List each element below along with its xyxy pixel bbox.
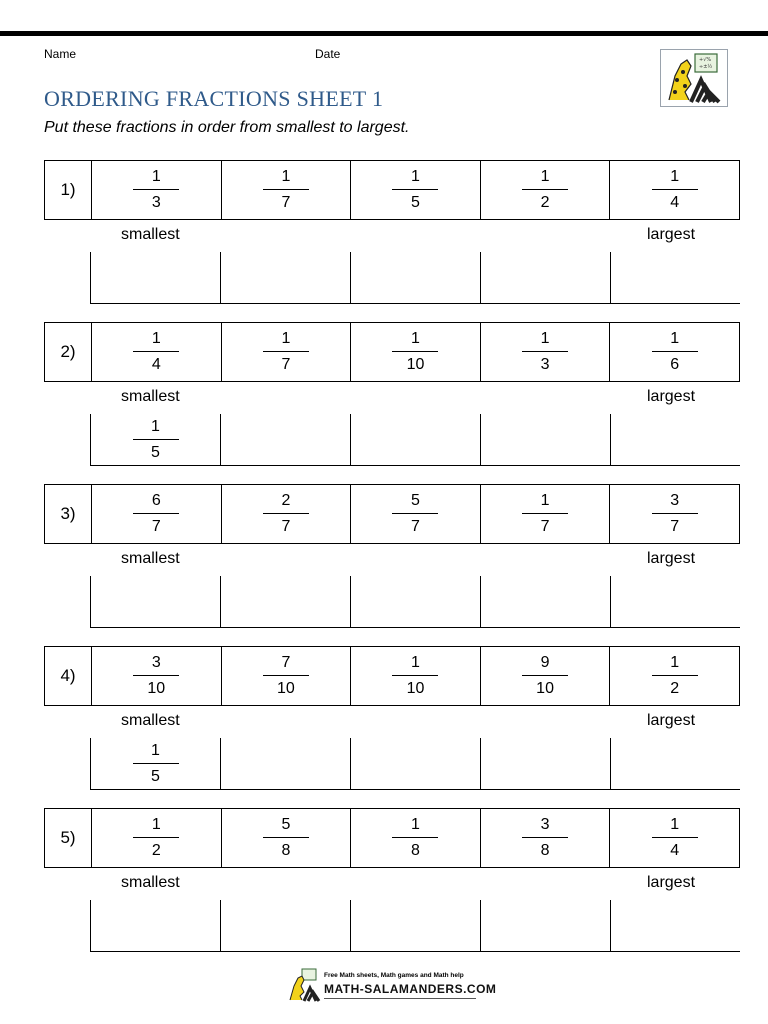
denominator: 3 xyxy=(151,194,161,211)
footer-brand xyxy=(286,968,497,1004)
fraction-cell xyxy=(351,647,481,705)
answer-box[interactable] xyxy=(91,738,221,789)
denominator: 10 xyxy=(536,680,554,697)
numerator: 1 xyxy=(652,329,698,352)
fraction-cell xyxy=(610,647,739,705)
denominator: 10 xyxy=(406,356,425,373)
numerator: 1 xyxy=(133,329,179,352)
smallest-label: smallest xyxy=(121,712,180,729)
fraction-cell xyxy=(610,485,739,543)
fractions-row xyxy=(44,322,740,382)
numerator: 1 xyxy=(133,741,179,764)
denominator: 10 xyxy=(406,680,425,697)
numerator: 1 xyxy=(392,815,438,838)
denominator: 7 xyxy=(281,194,291,211)
fraction-cell xyxy=(351,485,481,543)
fraction xyxy=(133,417,179,463)
answer-box[interactable] xyxy=(481,576,611,627)
fraction xyxy=(263,167,309,213)
answer-row xyxy=(90,414,740,466)
answer-box[interactable] xyxy=(221,252,351,303)
answer-box[interactable] xyxy=(351,900,481,951)
fraction xyxy=(652,491,698,537)
numerator: 1 xyxy=(392,329,438,352)
fraction-cell xyxy=(351,809,481,867)
largest-label: largest xyxy=(647,226,696,243)
answer-row xyxy=(90,900,740,952)
numerator: 1 xyxy=(522,329,568,352)
fraction-cell xyxy=(222,323,352,381)
fraction xyxy=(652,167,698,213)
numerator: 2 xyxy=(263,491,309,514)
answer-box[interactable] xyxy=(351,738,481,789)
largest-label: largest xyxy=(647,874,696,891)
fraction xyxy=(522,167,568,213)
fraction-cell xyxy=(222,647,352,705)
denominator: 10 xyxy=(276,680,295,697)
fraction-cell xyxy=(351,323,481,381)
fractions-row xyxy=(44,646,740,706)
question-block xyxy=(44,322,740,470)
denominator: 5 xyxy=(151,767,160,785)
fraction-cell xyxy=(92,161,222,219)
numerator: 1 xyxy=(522,167,568,190)
denominator: 2 xyxy=(540,194,550,211)
denominator: 8 xyxy=(281,842,291,859)
denominator: 3 xyxy=(540,356,550,373)
denominator: 2 xyxy=(151,842,161,859)
fraction xyxy=(392,329,438,375)
denominator: 5 xyxy=(411,194,420,211)
fraction-cell xyxy=(222,809,352,867)
answer-box[interactable] xyxy=(481,900,611,951)
denominator: 8 xyxy=(411,842,420,859)
fraction xyxy=(133,491,179,537)
date-label: Date xyxy=(315,47,341,61)
smallest-label: smallest xyxy=(121,550,180,567)
fraction-cell xyxy=(481,161,611,219)
top-rule xyxy=(0,31,768,36)
question-number: 1) xyxy=(45,161,92,219)
fraction-cell xyxy=(610,161,739,219)
numerator: 5 xyxy=(263,815,309,838)
instructions: Put these fractions in order from smallest to largest. xyxy=(44,119,410,136)
answer-box[interactable] xyxy=(221,900,351,951)
answer-box[interactable] xyxy=(221,738,351,789)
numerator: 1 xyxy=(263,167,309,190)
question-block xyxy=(44,808,740,956)
denominator: 6 xyxy=(670,356,680,373)
answer-box[interactable] xyxy=(611,252,740,303)
denominator: 7 xyxy=(281,518,291,535)
fraction-cell xyxy=(481,809,611,867)
fraction-cell xyxy=(92,323,222,381)
footer-tagline: Free Math sheets, Math games and Math help xyxy=(324,972,464,979)
question-number: 2) xyxy=(45,323,92,381)
question-block xyxy=(44,646,740,794)
fraction xyxy=(133,653,179,699)
fraction xyxy=(652,653,698,699)
numerator: 3 xyxy=(652,491,698,514)
largest-label: largest xyxy=(647,388,696,405)
answer-box[interactable] xyxy=(611,414,740,465)
numerator: 9 xyxy=(522,653,568,676)
answer-box[interactable] xyxy=(91,414,221,465)
smallest-label: smallest xyxy=(121,874,180,891)
numerator: 6 xyxy=(133,491,179,514)
answer-box[interactable] xyxy=(351,252,481,303)
answer-box[interactable] xyxy=(221,414,351,465)
answer-box[interactable] xyxy=(221,576,351,627)
largest-label: largest xyxy=(647,550,696,567)
fraction xyxy=(522,653,568,699)
answer-box[interactable] xyxy=(91,576,221,627)
fraction-cell xyxy=(481,647,611,705)
denominator: 7 xyxy=(151,518,161,535)
fraction xyxy=(522,815,568,861)
denominator: 10 xyxy=(147,680,166,697)
denominator: 2 xyxy=(670,680,680,697)
numerator: 7 xyxy=(263,653,309,676)
page-title: ORDERING FRACTIONS SHEET 1 xyxy=(44,86,384,111)
fraction xyxy=(522,329,568,375)
fraction xyxy=(263,491,309,537)
answer-box[interactable] xyxy=(611,900,740,951)
fraction-cell xyxy=(222,485,352,543)
question-block xyxy=(44,484,740,632)
fraction-cell xyxy=(481,323,611,381)
numerator: 5 xyxy=(392,491,438,514)
numerator: 1 xyxy=(133,815,179,838)
answer-row xyxy=(90,252,740,304)
numerator: 3 xyxy=(522,815,568,838)
answer-box[interactable] xyxy=(351,576,481,627)
footer-salamander-icon xyxy=(286,968,322,1002)
fraction xyxy=(392,491,438,537)
numerator: 1 xyxy=(652,815,698,838)
largest-label: largest xyxy=(647,712,696,729)
fractions-row xyxy=(44,808,740,868)
fraction-cell xyxy=(92,485,222,543)
fraction xyxy=(652,329,698,375)
fraction-cell xyxy=(481,485,611,543)
fraction-cell xyxy=(92,647,222,705)
fraction xyxy=(133,329,179,375)
fraction xyxy=(392,167,438,213)
denominator: 4 xyxy=(151,356,161,373)
fraction xyxy=(263,653,309,699)
question-number: 4) xyxy=(45,647,92,705)
answer-box[interactable] xyxy=(91,900,221,951)
fraction xyxy=(263,329,309,375)
answer-box[interactable] xyxy=(91,252,221,303)
fractions-row xyxy=(44,484,740,544)
fractions-row xyxy=(44,160,740,220)
answer-box[interactable] xyxy=(611,738,740,789)
denominator: 4 xyxy=(670,194,680,211)
denominator: 5 xyxy=(151,443,160,461)
fraction-cell xyxy=(92,809,222,867)
fraction-cell xyxy=(222,161,352,219)
fraction xyxy=(392,815,438,861)
svg-text:+√%: +√% xyxy=(699,57,712,63)
fraction-cell xyxy=(610,809,739,867)
denominator: 8 xyxy=(540,842,550,859)
denominator: 4 xyxy=(670,842,680,859)
denominator: 7 xyxy=(411,518,420,535)
salamander-logo xyxy=(660,49,728,107)
answer-box[interactable] xyxy=(481,414,611,465)
fraction xyxy=(392,653,438,699)
denominator: 7 xyxy=(281,356,291,373)
denominator: 7 xyxy=(540,518,550,535)
fraction xyxy=(652,815,698,861)
name-label: Name xyxy=(44,47,77,61)
answer-box[interactable] xyxy=(611,576,740,627)
numerator: 1 xyxy=(392,653,438,676)
question-number: 3) xyxy=(45,485,92,543)
fraction-cell xyxy=(351,161,481,219)
smallest-label: smallest xyxy=(121,226,180,243)
answer-row xyxy=(90,738,740,790)
numerator: 1 xyxy=(652,167,698,190)
numerator: 1 xyxy=(133,417,179,440)
question-block xyxy=(44,160,740,308)
denominator: 7 xyxy=(670,518,680,535)
footer-underline xyxy=(324,998,476,999)
numerator: 1 xyxy=(133,167,179,190)
fraction xyxy=(133,167,179,213)
numerator: 1 xyxy=(263,329,309,352)
fraction xyxy=(263,815,309,861)
answer-box[interactable] xyxy=(481,252,611,303)
answer-box[interactable] xyxy=(481,738,611,789)
numerator: 1 xyxy=(392,167,438,190)
numerator: 1 xyxy=(652,653,698,676)
numerator: 1 xyxy=(522,491,568,514)
answer-row xyxy=(90,576,740,628)
answer-box[interactable] xyxy=(351,414,481,465)
fraction xyxy=(133,815,179,861)
svg-text:÷±½: ÷±½ xyxy=(699,64,713,70)
question-number: 5) xyxy=(45,809,92,867)
numerator: 3 xyxy=(133,653,179,676)
fraction-cell xyxy=(610,323,739,381)
smallest-label: smallest xyxy=(121,388,180,405)
fraction xyxy=(133,741,179,787)
footer-brand-name: MATH-SALAMANDERS.COM xyxy=(324,982,497,996)
fraction xyxy=(522,491,568,537)
